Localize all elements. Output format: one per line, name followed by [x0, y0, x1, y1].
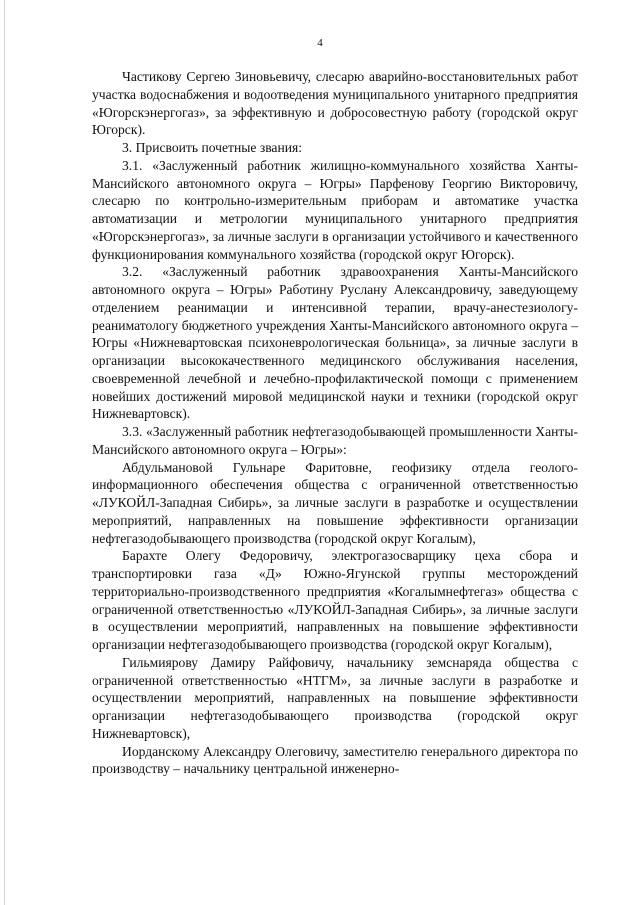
- paragraph-barakhta: Барахте Олегу Федоровичу, электрогазосварщику цеха сбора и транспортировки газа «Д» Южно-Ягунской группы месторождений территориально-производственного предприятия «Когалымнефтегаз» общества с ограниченной ответственностью «ЛУКОЙЛ-Западная Сибирь», за личные заслуги в осуществлении мероприятий, направленных на повышение эффективности организации нефтегазодобывающего производства (городской округ Когалым),: [92, 548, 578, 652]
- paragraph-3-1-housing-award: 3.1. «Заслуженный работник жилищно-коммунального хозяйства Ханты-Мансийского автономного округа – Югры» Парфенову Георгию Викторовичу, слесарю по контрольно-измерительным приборам и автоматике участка автоматизации и метрологии муниципального унитарного предприятия «Югорскэнергогаз», за личные заслуги в организации устойчивого и качественного функционирования коммунального хозяйства (городской округ Югорск).: [92, 157, 578, 262]
- document-body: [92, 68, 578, 778]
- page-number: 4: [317, 37, 323, 49]
- paragraph-3-2-healthcare-award: 3.2. «Заслуженный работник здравоохранения Ханты-Мансийского автономного округа – Югры» Работину Руслану Александровичу, заведующему отделением реанимации и интенсивной терапии, врачу-анестезиологу-реаниматологу бюджетного учреждения Ханты-Мансийского автономного округа – Югры «Нижневартовская психоневрологическая больница», за личные заслуги в организации высококачественного медицинского обслуживания населения, своевременной лечебной и лечебно-профилактической помощи с применением новейших достижений мировой медицинской науки и техники (городской округ Нижневартовск).: [92, 264, 578, 422]
- paragraph-abdulmanova: Абдульмановой Гульнаре Фаритовне, геофизику отдела геолого-информационного обеспечения общества с ограниченной ответственностью «ЛУКОЙЛ-Западная Сибирь», за личные заслуги в разработке и осуществлении мероприятий, направленных на повышение эффективности организации нефтегазодобывающего производства (городской округ Когалым),: [92, 459, 578, 546]
- page-edge-line: [4, 0, 5, 905]
- paragraph-chastikov-award: Частикову Сергею Зиновьевичу, слесарю аварийно-восстановительных работ участка водоснабжения и водоотведения муниципального унитарного предприятия «Югорскэнергогаз», за эффективную и добросовестную работу (городской округ Югорск).: [92, 69, 578, 138]
- paragraph-iordansky: Иорданскому Александру Олеговичу, заместителю генерального директора по производству – начальнику центральной инженерно-: [92, 743, 578, 777]
- paragraph-gilmiyarov: Гильмиярову Дамиру Райфовичу, начальнику земснаряда общества с ограниченной ответственностью «НТГМ», за личные заслуги в разработке и осуществлении мероприятий, направленных на повышение эффективности организации нефтегазодобывающего производства (городской округ Нижневартовск),: [92, 654, 578, 741]
- paragraph-3-3-oil-gas-award: 3.3. «Заслуженный работник нефтегазодобывающей промышленности Ханты-Мансийского автономного округа – Югры»:: [92, 424, 578, 457]
- paragraph-section-3-heading: 3. Присвоить почетные звания:: [122, 140, 303, 155]
